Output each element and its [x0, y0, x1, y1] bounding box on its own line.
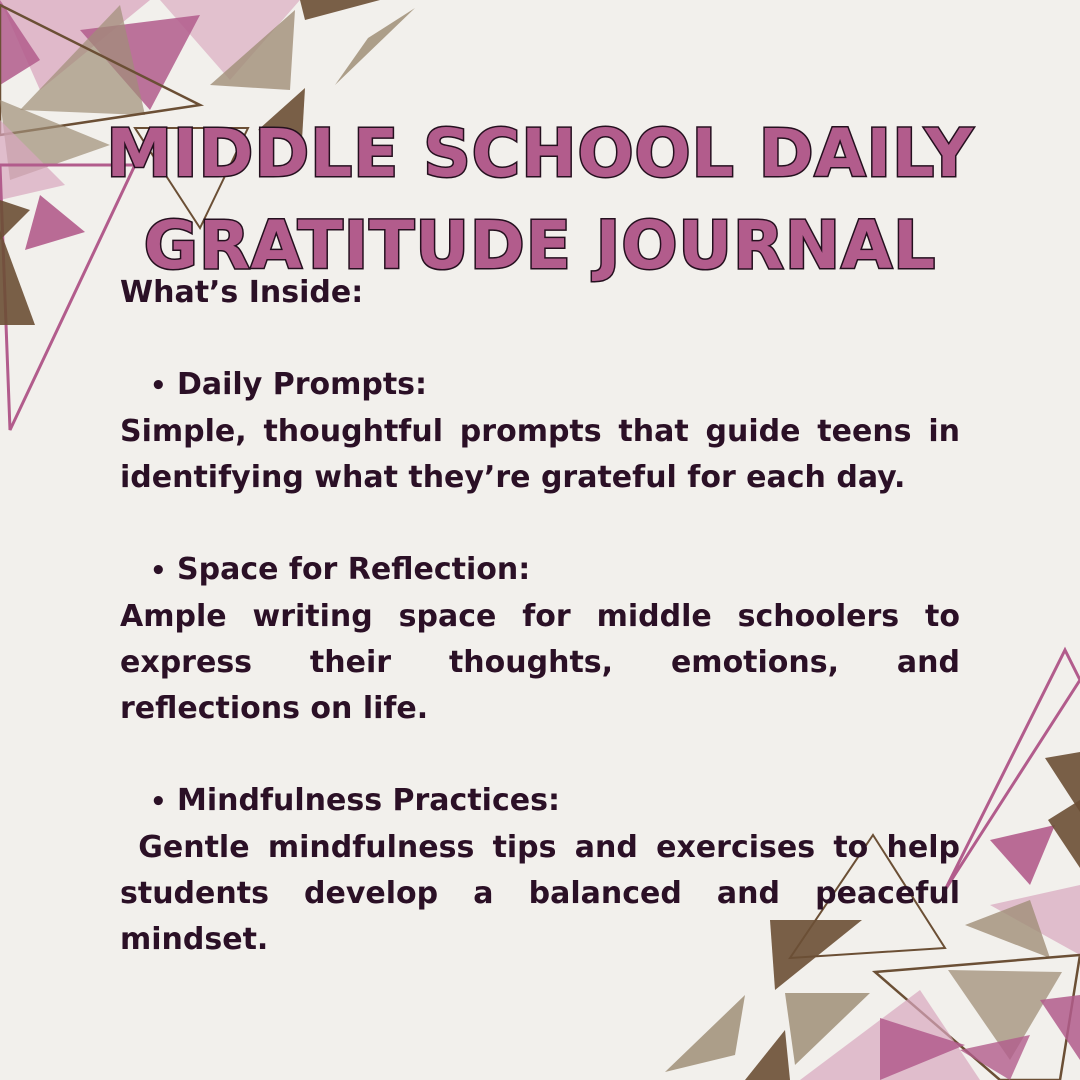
decor-triangle: [990, 825, 1055, 885]
section-text: Gentle mindfulness tips and exercises to help students develop a balanced and peaceful mindset.: [120, 830, 971, 957]
section-heading: Mindfulness Practices:: [177, 783, 560, 818]
bullet-mindfulness-practices: [120, 778, 960, 825]
section-heading: Space for Reflection:: [177, 552, 531, 587]
bullet-dot-icon: •: [150, 556, 167, 586]
intro-heading: What’s Inside:: [120, 275, 364, 310]
decor-triangle: [300, 0, 380, 20]
section-heading: Daily Prompts:: [177, 367, 428, 402]
title-line-1: MIDDLE SCHOOL DAILY: [106, 115, 974, 192]
content-body: [120, 270, 971, 963]
decor-triangle: [1045, 752, 1080, 812]
bullet-dot-icon: •: [150, 787, 167, 817]
bullet-dot-icon: •: [150, 371, 167, 401]
page-title: [0, 108, 1080, 292]
bullet-daily-prompts: [120, 362, 960, 409]
decor-triangle: [1048, 800, 1080, 868]
decor-triangle: [1040, 995, 1080, 1060]
decor-triangle: [745, 1030, 790, 1080]
decor-triangle: [335, 8, 415, 85]
title-line-2: GRATITUDE JOURNAL: [143, 207, 937, 284]
section-text: Ample writing space for middle schoolers to express their thoughts, emotions, and reflections on life.: [120, 599, 960, 726]
bullet-space-for-reflection: [120, 547, 960, 594]
section-text: Simple, thoughtful prompts that guide teens in identifying what they’re grateful for each day.: [120, 414, 960, 495]
decor-triangle: [665, 995, 745, 1072]
